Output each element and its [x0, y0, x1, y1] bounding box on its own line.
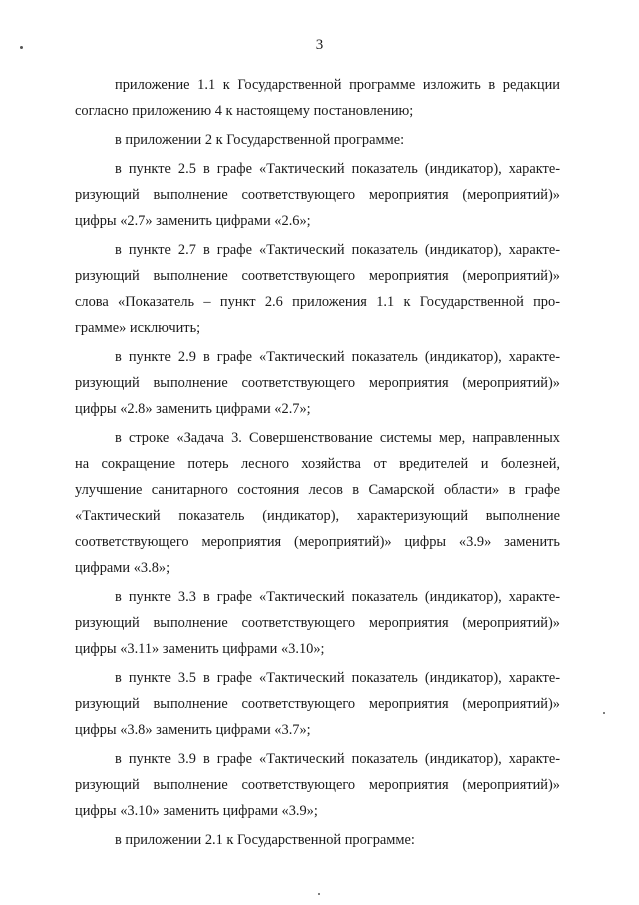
paragraph	[75, 665, 560, 743]
paragraph	[75, 237, 560, 341]
paragraph	[75, 746, 560, 824]
paragraph	[75, 156, 560, 234]
text-line: улучшение санитарного состояния лесов в Самарской области» в графе	[75, 482, 560, 498]
text-line: соответствующего мероприятия (мероприятий)» цифры «3.9» заменить	[75, 534, 560, 550]
text-line: в пункте 2.9 в графе «Тактический показатель (индикатор), характе-	[115, 349, 560, 365]
text-line: в пункте 3.9 в графе «Тактический показатель (индикатор), характе-	[115, 751, 560, 767]
text-line: ризующий выполнение соответствующего мероприятия (мероприятий)»	[75, 187, 560, 203]
text-line: в приложении 2 к Государственной программе:	[115, 132, 405, 148]
text-line: в пункте 2.5 в графе «Тактический показатель (индикатор), характе-	[115, 161, 560, 177]
paragraph	[75, 584, 560, 662]
text-line: согласно приложению 4 к настоящему постановлению;	[75, 103, 414, 119]
text-line: в строке «Задача 3. Совершенствование системы мер, направленных	[115, 430, 560, 446]
text-line: в приложении 2.1 к Государственной программе:	[115, 832, 415, 848]
text-line: в пункте 2.7 в графе «Тактический показатель (индикатор), характе-	[115, 242, 560, 258]
paragraph	[75, 72, 560, 124]
text-line: приложение 1.1 к Государственной программе изложить в редакции	[115, 77, 560, 93]
paragraph	[75, 827, 560, 853]
text-line: ризующий выполнение соответствующего мероприятия (мероприятий)»	[75, 777, 560, 793]
text-line: в пункте 3.3 в графе «Тактический показатель (индикатор), характе-	[115, 589, 560, 605]
text-line: грамме» исключить;	[75, 320, 201, 336]
document-body	[75, 72, 560, 853]
text-line: ризующий выполнение соответствующего мероприятия (мероприятий)»	[75, 615, 560, 631]
paragraph	[75, 127, 560, 153]
text-line: цифры «2.7» заменить цифрами «2.6»;	[75, 213, 311, 229]
text-line: цифрами «3.8»;	[75, 560, 171, 576]
scan-speck	[20, 46, 23, 49]
text-line: в пункте 3.5 в графе «Тактический показатель (индикатор), характе-	[115, 670, 560, 686]
scan-speck	[318, 893, 320, 895]
page-number: 3	[315, 37, 324, 53]
text-line: «Тактический показатель (индикатор), характеризующий выполнение	[75, 508, 560, 524]
text-line: ризующий выполнение соответствующего мероприятия (мероприятий)»	[75, 696, 560, 712]
paragraph	[75, 344, 560, 422]
text-line: слова «Показатель – пункт 2.6 приложения 1.1 к Государственной про-	[75, 294, 560, 310]
text-line: цифры «3.10» заменить цифрами «3.9»;	[75, 803, 318, 819]
text-line: на сокращение потерь лесного хозяйства от вредителей и болезней,	[75, 456, 560, 472]
text-line: цифры «2.8» заменить цифрами «2.7»;	[75, 401, 311, 417]
scan-speck	[603, 712, 605, 714]
text-line: ризующий выполнение соответствующего мероприятия (мероприятий)»	[75, 375, 560, 391]
text-line: цифры «3.11» заменить цифрами «3.10»;	[75, 641, 325, 657]
text-line: цифры «3.8» заменить цифрами «3.7»;	[75, 722, 311, 738]
text-line: ризующий выполнение соответствующего мероприятия (мероприятий)»	[75, 268, 560, 284]
paragraph	[75, 425, 560, 581]
